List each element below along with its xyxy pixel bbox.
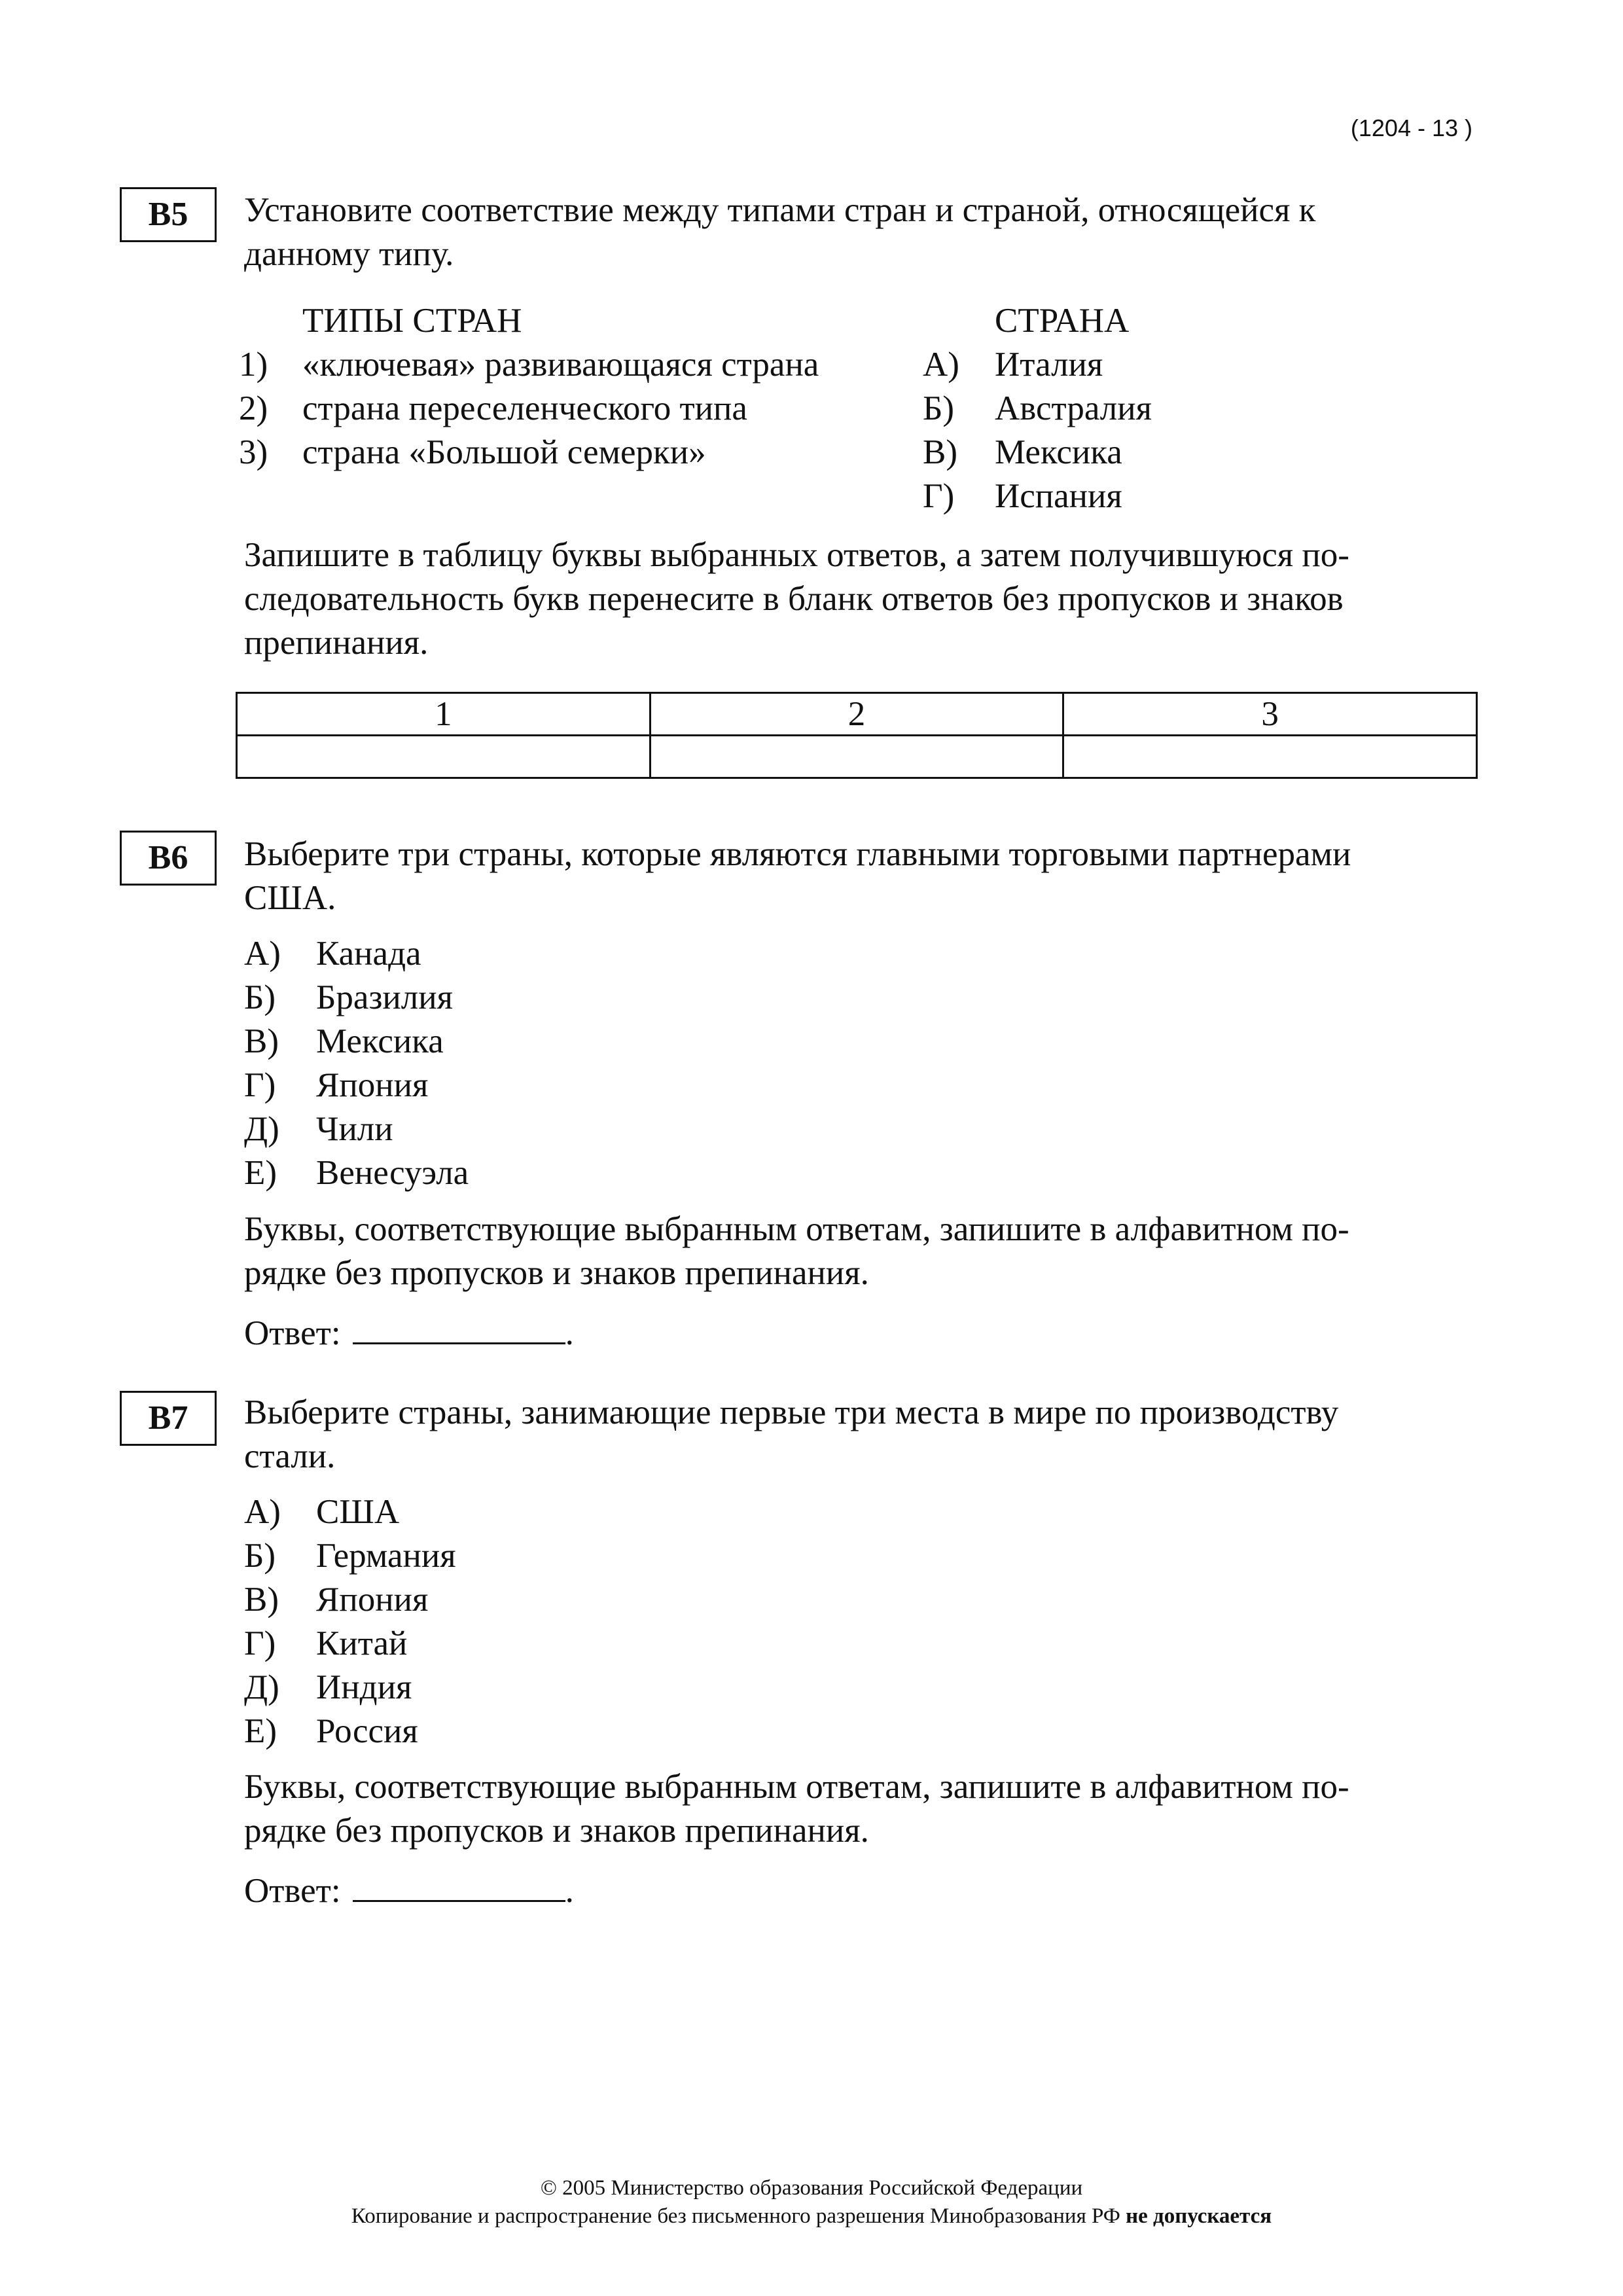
b6-instruction-line-2: рядке без пропусков и знаков препинания. <box>244 1254 869 1292</box>
option-text: Мексика <box>316 1022 444 1060</box>
option-letter: Д) <box>244 1110 279 1148</box>
b5-question-line-1: Установите соответствие между типами стран и страной, относящейся к <box>244 191 1316 229</box>
option-text: Чили <box>316 1110 393 1148</box>
table-header-row <box>237 693 1477 736</box>
option-text: Канада <box>316 935 421 973</box>
b7-option-c <box>244 1578 428 1622</box>
b6-option-d <box>244 1064 428 1107</box>
question-label-b7: B7 <box>120 1391 217 1446</box>
b7-answer-row: Ответ: . <box>244 1869 574 1913</box>
b5-right-text: Италия <box>995 346 1103 384</box>
b7-option-a <box>244 1490 399 1534</box>
b6-option-b <box>244 976 453 1020</box>
b6-option-c <box>244 1020 444 1064</box>
question-label-b5: B5 <box>120 187 217 242</box>
b5-left-num: 2) <box>239 389 268 427</box>
b6-option-f <box>244 1151 469 1195</box>
b5-instruction-line-2: следовательность букв перенесите в бланк ответов без пропусков и знаков <box>244 580 1344 618</box>
b7-instruction-line-2: рядке без пропусков и знаков препинания. <box>244 1812 869 1850</box>
option-letter: Г) <box>244 1066 276 1104</box>
b6-question-line-2: США. <box>244 879 336 917</box>
b5-right-letter: В) <box>923 433 957 471</box>
b7-question-line-1: Выберите страны, занимающие первые три места в мире по производству <box>244 1393 1339 1431</box>
b6-question-line-1: Выберите три страны, которые являются главными торговыми партнерами <box>244 835 1351 873</box>
b5-right-item-2 <box>923 387 1152 431</box>
b7-question-line-2: стали. <box>244 1437 336 1475</box>
option-letter: Г) <box>244 1624 276 1662</box>
option-letter: Б) <box>244 978 276 1016</box>
option-letter: В) <box>244 1022 279 1060</box>
b5-right-item-1 <box>923 343 1103 387</box>
b5-left-item-1 <box>239 343 819 387</box>
b5-left-text: страна «Большой семерки» <box>302 433 706 471</box>
b5-right-letter: Г) <box>923 477 955 515</box>
b5-left-text: страна переселенческого типа <box>302 389 747 427</box>
option-text: Германия <box>316 1537 456 1575</box>
option-letter: Б) <box>244 1537 276 1575</box>
option-text: Япония <box>316 1581 429 1619</box>
b7-option-e <box>244 1666 412 1710</box>
answer-blank[interactable] <box>353 1869 565 1902</box>
answer-cell[interactable] <box>237 736 651 778</box>
option-letter: Д) <box>244 1668 279 1706</box>
b5-right-letter: А) <box>923 346 959 384</box>
b5-right-text: Испания <box>995 477 1122 515</box>
answer-blank[interactable] <box>353 1311 565 1344</box>
option-text: Индия <box>316 1668 412 1706</box>
b5-left-num: 1) <box>239 346 268 384</box>
footer-notice-bold: не допускается <box>1126 2204 1272 2228</box>
b6-instruction-line-1: Буквы, соответствующие выбранным ответам, запишите в алфавитном по- <box>244 1210 1349 1248</box>
option-letter: Е) <box>244 1154 277 1192</box>
answer-cell[interactable] <box>1063 736 1477 778</box>
question-label-b6: B6 <box>120 831 217 886</box>
footer-notice <box>0 2204 1623 2229</box>
b5-left-item-3 <box>239 431 706 475</box>
footer-notice-text: Копирование и распространение без письменного разрешения Минобразования РФ <box>351 2204 1120 2228</box>
table-header-cell: 2 <box>650 693 1063 736</box>
table-answer-row <box>237 736 1477 778</box>
b6-answer-row: Ответ: . <box>244 1311 574 1355</box>
b7-option-d <box>244 1622 407 1666</box>
option-letter: Е) <box>244 1712 277 1750</box>
option-letter: А) <box>244 935 281 973</box>
b5-right-letter: Б) <box>923 389 955 427</box>
b5-left-num: 3) <box>239 433 268 471</box>
b6-option-e <box>244 1107 393 1151</box>
table-header-cell: 3 <box>1063 693 1477 736</box>
table-header-cell: 1 <box>237 693 651 736</box>
option-letter: А) <box>244 1493 281 1531</box>
b7-option-f <box>244 1710 418 1753</box>
option-text: Россия <box>316 1712 418 1750</box>
b7-instruction-line-1: Буквы, соответствующие выбранным ответам, запишите в алфавитном по- <box>244 1768 1349 1806</box>
answer-label: Ответ: <box>244 1872 341 1910</box>
b5-right-text: Мексика <box>995 433 1122 471</box>
b5-left-header: ТИПЫ СТРАН <box>302 302 522 340</box>
option-text: Венесуэла <box>316 1154 469 1192</box>
b5-right-item-3 <box>923 431 1122 475</box>
option-text: США <box>316 1493 400 1531</box>
option-text: Бразилия <box>316 978 453 1016</box>
answer-cell[interactable] <box>650 736 1063 778</box>
option-letter: В) <box>244 1581 279 1619</box>
b5-answer-table <box>236 692 1478 779</box>
b5-right-text: Австралия <box>995 389 1152 427</box>
b5-right-item-4 <box>923 475 1122 518</box>
footer-copyright: © 2005 Министерство образования Российской Федерации <box>540 2176 1083 2200</box>
b5-left-text: «ключевая» развивающаяся страна <box>302 346 819 384</box>
option-text: Китай <box>316 1624 408 1662</box>
answer-label: Ответ: <box>244 1314 341 1352</box>
page-code: (1204 - 13 ) <box>1350 115 1472 141</box>
b5-instruction-line-3: препинания. <box>244 624 429 662</box>
b7-option-b <box>244 1534 456 1578</box>
b6-option-a <box>244 932 421 976</box>
b5-instruction-line-1: Запишите в таблицу буквы выбранных ответов, а затем получившуюся по- <box>244 536 1349 574</box>
option-text: Япония <box>316 1066 429 1104</box>
b5-left-item-2 <box>239 387 747 431</box>
b5-right-header: СТРАНА <box>995 302 1130 340</box>
b5-question-line-2: данному типу. <box>244 235 454 273</box>
